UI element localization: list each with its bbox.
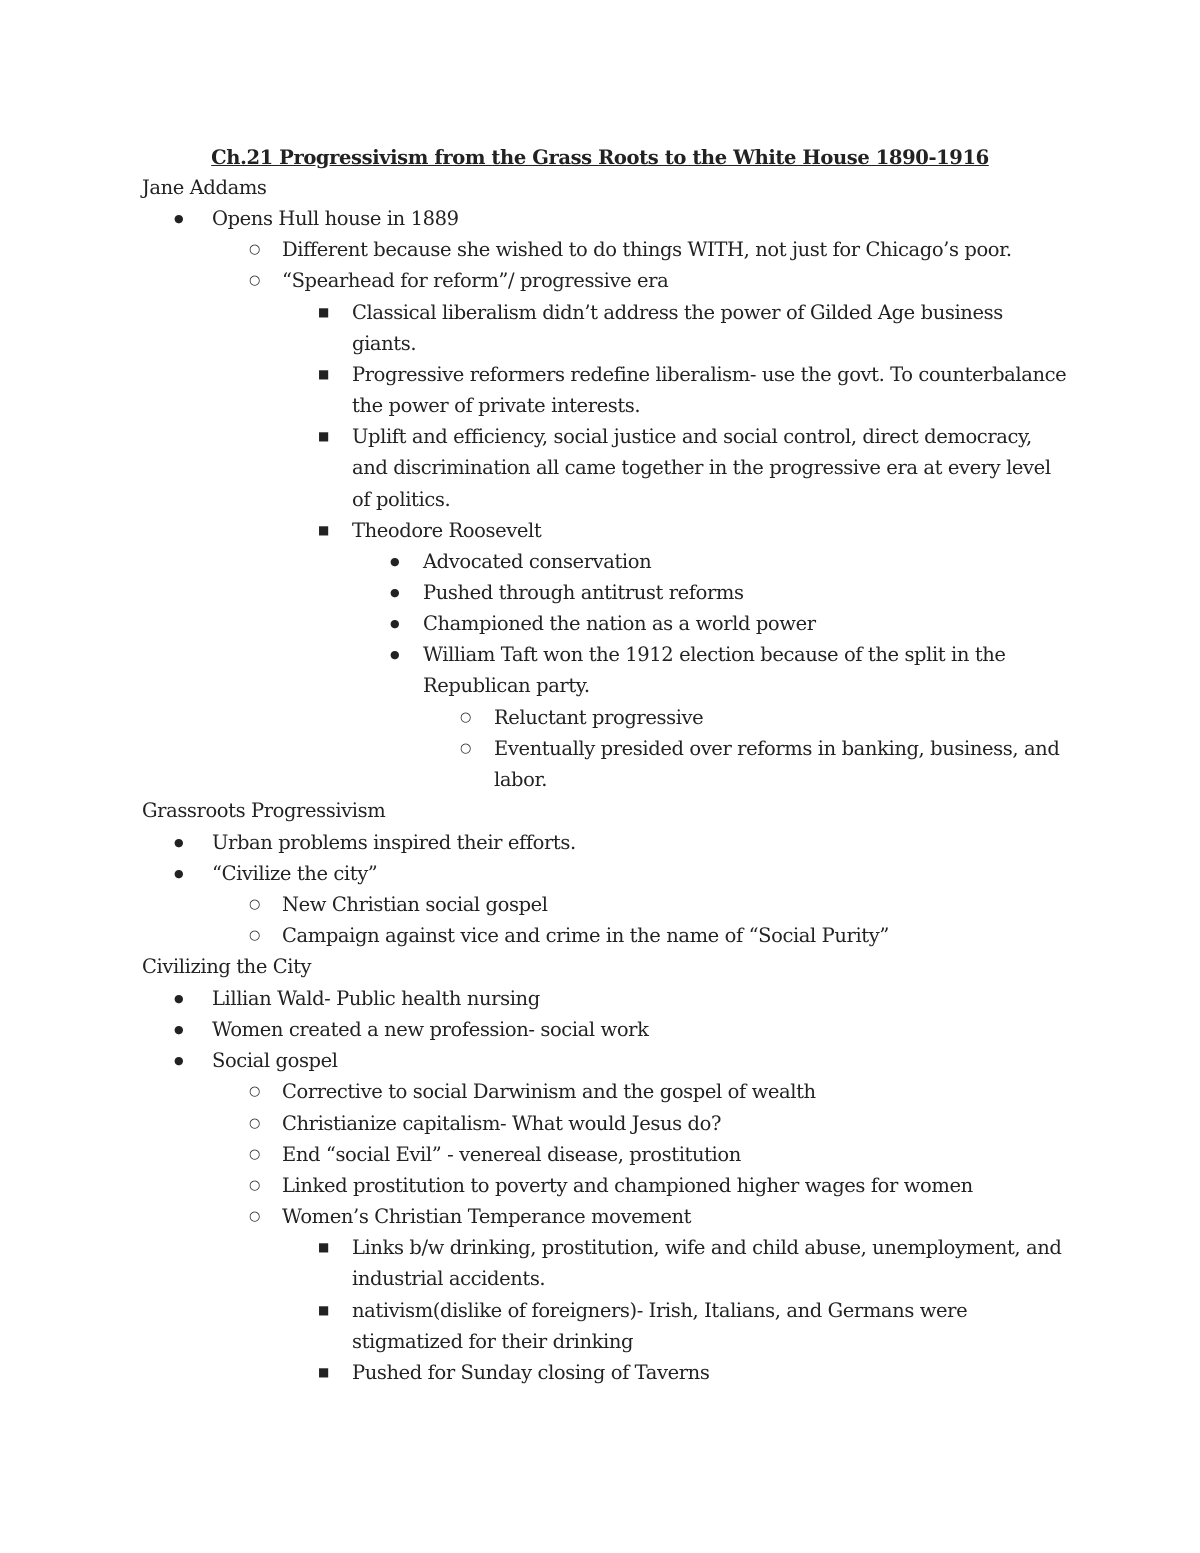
list-item-continuation: industrial accidents. (352, 1267, 546, 1290)
bullet-square: ■ (318, 523, 329, 537)
bullet-dot: ● (390, 648, 400, 661)
bullet-square: ■ (318, 1303, 329, 1317)
list-item: Pushed through antitrust reforms (423, 581, 744, 604)
list-item: Theodore Roosevelt (352, 519, 542, 542)
bullet-dot: ● (174, 212, 184, 225)
list-item: Opens Hull house in 1889 (212, 207, 459, 230)
bullet-dot: ● (174, 1023, 184, 1036)
bullet-circle: ○ (249, 1178, 260, 1193)
list-item: End “social Evil” - venereal disease, prostitution (282, 1143, 741, 1166)
bullet-square: ■ (318, 305, 329, 319)
bullet-dot: ● (174, 836, 184, 849)
list-item: Linked prostitution to poverty and championed higher wages for women (282, 1174, 973, 1197)
page-title: Ch.21 Progressivism from the Grass Roots to the White House 1890-1916 (211, 146, 989, 169)
section-heading-jane-addams: Jane Addams (142, 176, 267, 199)
bullet-square: ■ (318, 1365, 329, 1379)
list-item: Campaign against vice and crime in the name of “Social Purity” (282, 924, 889, 947)
bullet-circle: ○ (249, 242, 260, 257)
list-item-continuation: labor. (494, 768, 548, 791)
list-item-continuation: of politics. (352, 488, 451, 511)
list-item-continuation: stigmatized for their drinking (352, 1330, 634, 1353)
list-item: Women created a new profession- social work (212, 1018, 649, 1041)
bullet-circle: ○ (460, 710, 471, 725)
list-item: Women’s Christian Temperance movement (282, 1205, 692, 1228)
bullet-circle: ○ (249, 273, 260, 288)
list-item: Championed the nation as a world power (423, 612, 816, 635)
bullet-circle: ○ (249, 1116, 260, 1131)
list-item: Urban problems inspired their efforts. (212, 831, 576, 854)
list-item: Advocated conservation (423, 550, 652, 573)
section-heading-grassroots-progressivism: Grassroots Progressivism (142, 799, 386, 822)
bullet-circle: ○ (249, 928, 260, 943)
list-item: Corrective to social Darwinism and the gospel of wealth (282, 1080, 816, 1103)
bullet-dot: ● (174, 992, 184, 1005)
list-item-continuation: the power of private interests. (352, 394, 641, 417)
section-heading-civilizing-the-city: Civilizing the City (142, 955, 312, 978)
bullet-circle: ○ (249, 897, 260, 912)
list-item: Social gospel (212, 1049, 338, 1072)
list-item: Reluctant progressive (494, 706, 704, 729)
bullet-dot: ● (174, 867, 184, 880)
bullet-circle: ○ (249, 1084, 260, 1099)
list-item: Links b/w drinking, prostitution, wife and child abuse, unemployment, and (352, 1236, 1062, 1259)
list-item-continuation: Republican party. (423, 674, 590, 697)
list-item: “Spearhead for reform”/ progressive era (282, 269, 669, 292)
list-item: Progressive reformers redefine liberalism- use the govt. To counterbalance (352, 363, 1067, 386)
list-item-continuation: and discrimination all came together in the progressive era at every level (352, 456, 1051, 479)
list-item: “Civilize the city” (212, 862, 378, 885)
list-item-continuation: giants. (352, 332, 417, 355)
list-item: Different because she wished to do things WITH, not just for Chicago’s poor. (282, 238, 1012, 261)
bullet-square: ■ (318, 1240, 329, 1254)
bullet-dot: ● (174, 1054, 184, 1067)
bullet-dot: ● (390, 555, 400, 568)
bullet-dot: ● (390, 586, 400, 599)
list-item: Pushed for Sunday closing of Taverns (352, 1361, 710, 1384)
bullet-circle: ○ (249, 1147, 260, 1162)
bullet-circle: ○ (249, 1209, 260, 1224)
list-item: William Taft won the 1912 election because of the split in the (423, 643, 1006, 666)
list-item: Lillian Wald- Public health nursing (212, 987, 540, 1010)
list-item: Classical liberalism didn’t address the power of Gilded Age business (352, 301, 1003, 324)
bullet-square: ■ (318, 429, 329, 443)
list-item: New Christian social gospel (282, 893, 548, 916)
list-item: Uplift and efficiency, social justice and social control, direct democracy, (352, 425, 1032, 448)
bullet-circle: ○ (460, 741, 471, 756)
bullet-dot: ● (390, 617, 400, 630)
list-item: Christianize capitalism- What would Jesus do? (282, 1112, 722, 1135)
list-item: nativism(dislike of foreigners)- Irish, Italians, and Germans were (352, 1299, 968, 1322)
list-item: Eventually presided over reforms in banking, business, and (494, 737, 1060, 760)
bullet-square: ■ (318, 367, 329, 381)
